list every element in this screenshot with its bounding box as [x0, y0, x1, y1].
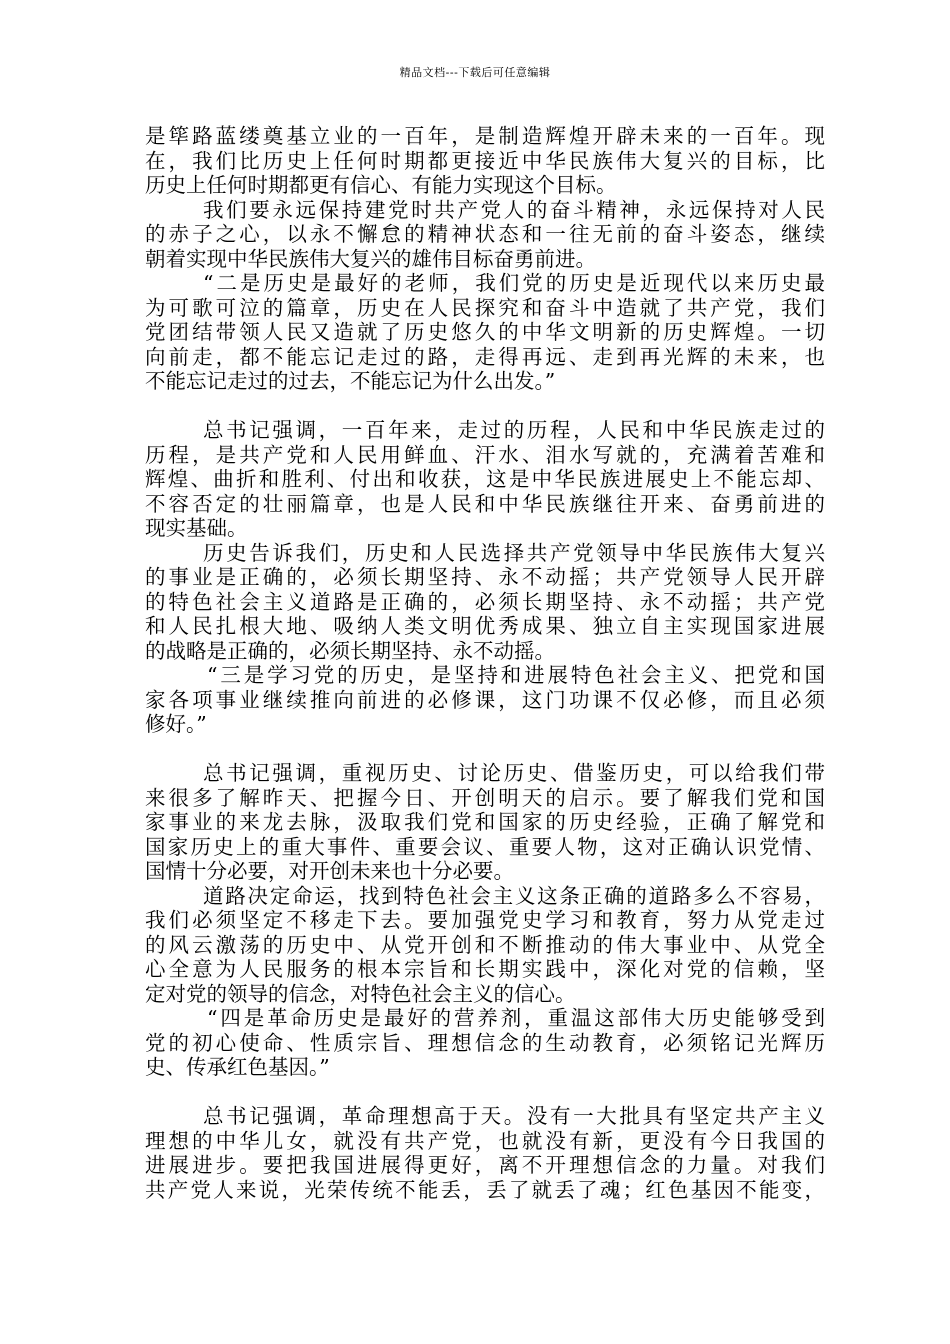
text-line: 向前走，都不能忘记走过的路，走得再远、走到再光辉的未来，也	[145, 344, 825, 369]
text-line: 修好。”	[145, 712, 207, 736]
text-line: 在，我们比历史上任何时期都更接近中华民族伟大复兴的目标，比	[145, 148, 825, 173]
paragraph-start-line: 历史告诉我们，历史和人民选择共产党领导中华民族伟大复兴	[203, 540, 825, 565]
paragraph-start-line: 总书记强调，革命理想高于天。没有一大批具有坚定共产主义	[203, 1104, 825, 1128]
text-line: 是筚路蓝缕奠基立业的一百年，是制造辉煌开辟未来的一百年。现	[145, 124, 825, 148]
text-line: 国情十分必要，对开创未来也十分必要。	[145, 859, 514, 883]
quote-start-line: “二是历史是最好的老师，我们党的历史是近现代以来历史最	[203, 271, 825, 295]
text-line: 朝着实现中华民族伟大复兴的雄伟目标奋勇前进。	[145, 246, 596, 271]
text-line: 辉煌、曲折和胜利、付出和收获，这是中华民族进展史上不能忘却、	[145, 467, 825, 491]
text-line: 家事业的来龙去脉，汲取我们党和国家的历史经验，正确了解党和	[145, 810, 825, 834]
text-line: 的风云激荡的历史中、从党开创和不断推动的伟大事业中、从党全	[145, 932, 825, 957]
text-line: 史、传承红色基因。”	[145, 1055, 330, 1079]
text-line: 进展进步。要把我国进展得更好，离不开理想信念的力量。对我们	[145, 1153, 825, 1177]
blank-line	[145, 737, 825, 762]
text-line: 不容否定的壮丽篇章，也是人民和中华民族继往开来、奋勇前进的	[145, 491, 825, 516]
text-line: 党的初心使命、性质宗旨、理想信念的生动教育，必须铭记光辉历	[145, 1030, 825, 1055]
text-line: 理想的中华儿女，就没有共产党，也就没有新，更没有今日我国的	[145, 1128, 825, 1153]
text-line: 党团结带领人民又造就了历史悠久的中华文明新的历史辉煌。一切	[145, 320, 825, 344]
paragraph-start-line: 我们要永远保持建党时共产党人的奋斗精神，永远保持对人民	[203, 197, 825, 222]
text-line: 的赤子之心，以永不懈怠的精神状态和一往无前的奋斗姿态，继续	[145, 222, 825, 246]
paragraph-start-line: 道路决定命运，找到特色社会主义这条正确的道路多么不容易，	[203, 883, 825, 908]
document-body	[145, 124, 825, 1202]
text-line: 为可歌可泣的篇章，历史在人民探究和奋斗中造就了共产党，我们	[145, 295, 825, 320]
text-line: 历程，是共产党和人民用鲜血、汗水、泪水写就的，充满着苦难和	[145, 442, 825, 467]
text-line: 来很多了解昨天、把握今日、开创明天的启示。要了解我们党和国	[145, 785, 825, 810]
text-line: 历史上任何时期都更有信心、有能力实现这个目标。	[145, 173, 617, 197]
text-line: 我们必须坚定不移走下去。要加强党史学习和教育，努力从党走过	[145, 908, 825, 932]
text-line: 的特色社会主义道路是正确的，必须长期坚持、永不动摇；共产党	[145, 589, 825, 614]
text-line: 心全意为人民服务的根本宗旨和长期实践中，深化对党的信赖，坚	[145, 957, 825, 981]
text-line: 和人民扎根大地、吸纳人类文明优秀成果、独立自主实现国家进展	[145, 614, 825, 638]
paragraph-start-line: 总书记强调，重视历史、讨论历史、借鉴历史，可以给我们带	[203, 761, 825, 785]
text-line: 国家历史上的重大事件、重要会议、重要人物，这对正确认识党情、	[145, 834, 825, 859]
text-line: 的战略是正确的，必须长期坚持、永不动摇。	[145, 638, 555, 663]
text-line: 共产党人来说，光荣传统不能丢，丢了就丢了魂；红色基因不能变，	[145, 1177, 825, 1202]
quote-start-line: “四是革命历史是最好的营养剂，重温这部伟大历史能够受到	[207, 1006, 825, 1030]
paragraph-start-line: 总书记强调，一百年来，走过的历程，人民和中华民族走过的	[203, 418, 825, 442]
page-header: 精品文档---下载后可任意编辑	[399, 66, 551, 79]
text-line: 家各项事业继续推向前进的必修课，这门功课不仅必修，而且必须	[145, 687, 825, 712]
blank-line	[145, 394, 825, 419]
text-line: 现实基础。	[145, 516, 248, 540]
blank-line	[145, 1080, 825, 1105]
quote-start-line: “三是学习党的历史，是坚持和进展特色社会主义、把党和国	[207, 663, 825, 687]
text-line: 不能忘记走过的过去，不能忘记为什么出发。”	[145, 369, 556, 393]
text-line: 定对党的领导的信念，对特色社会主义的信心。	[145, 981, 576, 1006]
text-line: 的事业是正确的，必须长期坚持、永不动摇；共产党领导人民开辟	[145, 565, 825, 589]
